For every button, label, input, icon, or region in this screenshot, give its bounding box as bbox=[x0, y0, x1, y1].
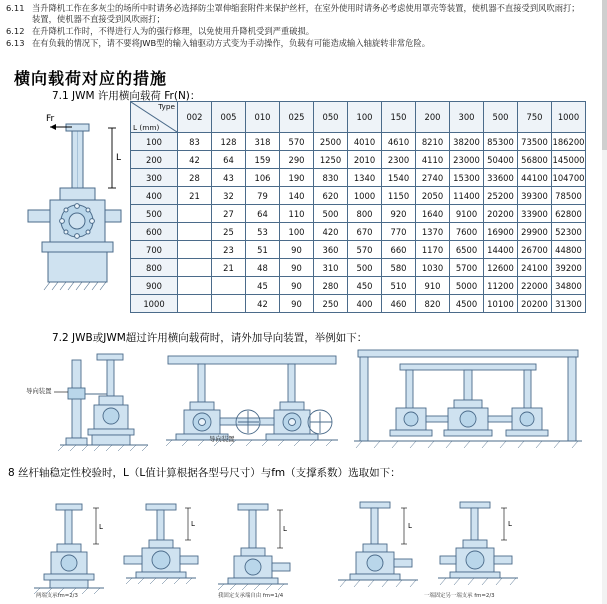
jack-schematic-diagram bbox=[20, 110, 130, 300]
cell: 16900 bbox=[484, 223, 518, 241]
note-number: 6.13 bbox=[6, 38, 25, 48]
stability-figure-4 bbox=[330, 498, 426, 600]
cell: 50400 bbox=[484, 151, 518, 169]
cell: 500 bbox=[348, 259, 382, 277]
bottom-caption-2: 我固定支承端自由 fm=1/4 bbox=[218, 593, 284, 599]
cell: 1540 bbox=[382, 169, 416, 187]
cell: 570 bbox=[348, 241, 382, 259]
cell: 44100 bbox=[518, 169, 552, 187]
col-head-2: 010 bbox=[246, 102, 280, 133]
cell: 31300 bbox=[552, 295, 586, 313]
cell: 140 bbox=[280, 187, 314, 205]
cell: 33900 bbox=[518, 205, 552, 223]
cell: 9100 bbox=[450, 205, 484, 223]
col-head-5: 100 bbox=[348, 102, 382, 133]
cell: 39200 bbox=[552, 259, 586, 277]
table-header-row bbox=[131, 102, 586, 133]
cell: 38200 bbox=[450, 133, 484, 151]
cell: 48 bbox=[246, 259, 280, 277]
cell: 25 bbox=[212, 223, 246, 241]
row-head: 800 bbox=[131, 259, 178, 277]
note-text: 在升降机工作时，不得进行人为的强行修理，以免使用升降机受到严重破损。 bbox=[32, 26, 315, 36]
svg-text:L: L bbox=[191, 520, 195, 528]
cell: 4110 bbox=[416, 151, 450, 169]
cell: 73500 bbox=[518, 133, 552, 151]
svg-text:L: L bbox=[408, 522, 412, 530]
col-head-10: 750 bbox=[518, 102, 552, 133]
cell: 100 bbox=[280, 223, 314, 241]
cell: 64 bbox=[246, 205, 280, 223]
cell: 1170 bbox=[416, 241, 450, 259]
lateral-load-table bbox=[130, 101, 586, 313]
corner-length-label: L (mm) bbox=[133, 123, 160, 132]
cell: 79 bbox=[246, 187, 280, 205]
row-head: 900 bbox=[131, 277, 178, 295]
cell: 90 bbox=[280, 277, 314, 295]
cell: 1340 bbox=[348, 169, 382, 187]
cell: 620 bbox=[314, 187, 348, 205]
cell: 830 bbox=[314, 169, 348, 187]
cell: 800 bbox=[348, 205, 382, 223]
svg-text:L: L bbox=[99, 523, 103, 531]
row-head: 400 bbox=[131, 187, 178, 205]
guide-device-label-2: 导向装置 bbox=[209, 435, 235, 443]
cell: 8210 bbox=[416, 133, 450, 151]
row-head: 100 bbox=[131, 133, 178, 151]
cell: 360 bbox=[314, 241, 348, 259]
cell: 27 bbox=[212, 205, 246, 223]
section-7-2-title: 7.2 JWB或JWM超过许用横向载荷时，请外加导向装置，举例如下： bbox=[52, 332, 368, 344]
svg-text:L: L bbox=[508, 520, 512, 528]
cell: 2010 bbox=[348, 151, 382, 169]
cell: 1640 bbox=[416, 205, 450, 223]
cell bbox=[212, 295, 246, 313]
cell: 90 bbox=[280, 241, 314, 259]
cell: 910 bbox=[416, 277, 450, 295]
cell: 90 bbox=[280, 259, 314, 277]
cell: 770 bbox=[382, 223, 416, 241]
cell: 920 bbox=[382, 205, 416, 223]
cell: 56800 bbox=[518, 151, 552, 169]
fr-label: Fr bbox=[46, 114, 55, 124]
cell: 420 bbox=[314, 223, 348, 241]
cell: 20200 bbox=[484, 205, 518, 223]
cell: 580 bbox=[382, 259, 416, 277]
bottom-caption-3: 一端固定另一端支承 fm=2/3 bbox=[424, 593, 495, 599]
cell bbox=[178, 205, 212, 223]
cell: 310 bbox=[314, 259, 348, 277]
cell: 78500 bbox=[552, 187, 586, 205]
cell: 820 bbox=[416, 295, 450, 313]
cell: 32 bbox=[212, 187, 246, 205]
cell: 39300 bbox=[518, 187, 552, 205]
cell: 2500 bbox=[314, 133, 348, 151]
row-head: 700 bbox=[131, 241, 178, 259]
guide-device-figure-1 bbox=[52, 348, 157, 453]
l-label: L bbox=[116, 153, 122, 163]
cell: 400 bbox=[348, 295, 382, 313]
note-line-612 bbox=[6, 26, 314, 37]
row-head: 1000 bbox=[131, 295, 178, 313]
table-row bbox=[131, 277, 586, 295]
cell: 318 bbox=[246, 133, 280, 151]
note-line-611-cont: 装置，使机器不直接受到风吹雨打； bbox=[32, 14, 165, 24]
cell: 250 bbox=[314, 295, 348, 313]
note-number: 6.11 bbox=[6, 3, 25, 13]
cell: 42 bbox=[178, 151, 212, 169]
cell: 2740 bbox=[416, 169, 450, 187]
col-head-9: 500 bbox=[484, 102, 518, 133]
note-text: 当升降机工作在多灰尘的场所中时请务必选择防尘罩伸缩套附件来保护丝杆，在室外使用时请务必考虑使用罩壳等装置，使机器不直接受到风吹雨打； bbox=[32, 3, 580, 13]
table-row bbox=[131, 223, 586, 241]
row-head: 300 bbox=[131, 169, 178, 187]
cell: 85300 bbox=[484, 133, 518, 151]
cell: 15300 bbox=[450, 169, 484, 187]
lateral-load-table-wrapper bbox=[130, 101, 586, 313]
cell bbox=[178, 277, 212, 295]
cell: 14400 bbox=[484, 241, 518, 259]
cell: 2300 bbox=[382, 151, 416, 169]
cell: 11400 bbox=[450, 187, 484, 205]
stability-figure-3 bbox=[210, 500, 296, 600]
cell: 1150 bbox=[382, 187, 416, 205]
cell: 26700 bbox=[518, 241, 552, 259]
col-head-8: 300 bbox=[450, 102, 484, 133]
cell: 1370 bbox=[416, 223, 450, 241]
corner-type-label: Type bbox=[158, 102, 175, 111]
cell: 28 bbox=[178, 169, 212, 187]
row-head: 200 bbox=[131, 151, 178, 169]
cell: 24100 bbox=[518, 259, 552, 277]
cell: 20200 bbox=[518, 295, 552, 313]
cell: 4500 bbox=[450, 295, 484, 313]
cell: 33600 bbox=[484, 169, 518, 187]
svg-text:L: L bbox=[283, 525, 287, 533]
cell: 7600 bbox=[450, 223, 484, 241]
guide-device-figure-2 bbox=[160, 348, 345, 453]
cell: 290 bbox=[280, 151, 314, 169]
note-number: 6.12 bbox=[6, 26, 25, 36]
cell: 145000 bbox=[552, 151, 586, 169]
cell: 500 bbox=[314, 205, 348, 223]
table-row bbox=[131, 187, 586, 205]
cell: 460 bbox=[382, 295, 416, 313]
cell: 128 bbox=[212, 133, 246, 151]
cell: 83 bbox=[178, 133, 212, 151]
cell: 42 bbox=[246, 295, 280, 313]
section-8-title: 8 丝杆轴稳定性校验时，L（L值计算根据各型号尺寸）与fm（支撑系数）选取如下： bbox=[8, 467, 401, 479]
cell: 110 bbox=[280, 205, 314, 223]
cell: 90 bbox=[280, 295, 314, 313]
row-head: 500 bbox=[131, 205, 178, 223]
table-row bbox=[131, 169, 586, 187]
cell: 670 bbox=[348, 223, 382, 241]
cell: 104700 bbox=[552, 169, 586, 187]
guide-device-figure-3 bbox=[348, 344, 588, 456]
note-line-611 bbox=[6, 3, 580, 14]
page-title: 横向载荷对应的措施 bbox=[14, 69, 168, 88]
cell: 51 bbox=[246, 241, 280, 259]
cell: 34800 bbox=[552, 277, 586, 295]
cell: 23000 bbox=[450, 151, 484, 169]
cell bbox=[178, 295, 212, 313]
cell: 62800 bbox=[552, 205, 586, 223]
vertical-scrollbar[interactable] bbox=[602, 0, 607, 604]
cell: 159 bbox=[246, 151, 280, 169]
scrollbar-thumb[interactable] bbox=[602, 0, 607, 150]
col-head-0: 002 bbox=[178, 102, 212, 133]
table-corner-cell bbox=[131, 102, 178, 133]
cell: 22000 bbox=[518, 277, 552, 295]
cell: 64 bbox=[212, 151, 246, 169]
col-head-3: 025 bbox=[280, 102, 314, 133]
cell: 280 bbox=[314, 277, 348, 295]
cell: 44800 bbox=[552, 241, 586, 259]
stability-figure-1 bbox=[26, 500, 112, 600]
stability-figure-5 bbox=[430, 498, 526, 600]
cell: 660 bbox=[382, 241, 416, 259]
cell bbox=[178, 223, 212, 241]
cell bbox=[212, 277, 246, 295]
stability-figure-2 bbox=[118, 500, 204, 600]
bottom-caption-1: 两端支承fm=2/3 bbox=[36, 593, 78, 599]
cell: 4610 bbox=[382, 133, 416, 151]
cell: 45 bbox=[246, 277, 280, 295]
cell: 5000 bbox=[450, 277, 484, 295]
cell: 43 bbox=[212, 169, 246, 187]
cell: 21 bbox=[212, 259, 246, 277]
table-row bbox=[131, 259, 586, 277]
note-text: 在有负载的情况下，请不要将JWB型的输入轴驱动方式变为手动操作，负载有可能造成输入轴旋转非常危险。 bbox=[32, 38, 431, 48]
guide-device-label-1: 导向装置 bbox=[26, 387, 52, 395]
cell: 29900 bbox=[518, 223, 552, 241]
section-7-1-title: 7.1 JWM 许用横向载荷 Fr(N)： bbox=[52, 90, 201, 102]
col-head-7: 200 bbox=[416, 102, 450, 133]
cell: 190 bbox=[280, 169, 314, 187]
cell: 106 bbox=[246, 169, 280, 187]
cell: 1250 bbox=[314, 151, 348, 169]
cell: 1000 bbox=[348, 187, 382, 205]
cell: 450 bbox=[348, 277, 382, 295]
col-head-4: 050 bbox=[314, 102, 348, 133]
cell: 4010 bbox=[348, 133, 382, 151]
cell: 1030 bbox=[416, 259, 450, 277]
table-row bbox=[131, 295, 586, 313]
cell: 12600 bbox=[484, 259, 518, 277]
cell: 25200 bbox=[484, 187, 518, 205]
cell: 23 bbox=[212, 241, 246, 259]
note-line-613 bbox=[6, 38, 430, 49]
table-row bbox=[131, 241, 586, 259]
cell: 2050 bbox=[416, 187, 450, 205]
col-head-1: 005 bbox=[212, 102, 246, 133]
table-row bbox=[131, 205, 586, 223]
cell: 52300 bbox=[552, 223, 586, 241]
table-row bbox=[131, 151, 586, 169]
cell: 21 bbox=[178, 187, 212, 205]
row-head: 600 bbox=[131, 223, 178, 241]
cell: 11200 bbox=[484, 277, 518, 295]
cell: 186200 bbox=[552, 133, 586, 151]
cell: 10100 bbox=[484, 295, 518, 313]
cell: 570 bbox=[280, 133, 314, 151]
cell: 510 bbox=[382, 277, 416, 295]
cell: 53 bbox=[246, 223, 280, 241]
cell bbox=[178, 241, 212, 259]
table-row bbox=[131, 133, 586, 151]
col-head-6: 150 bbox=[382, 102, 416, 133]
cell: 5700 bbox=[450, 259, 484, 277]
cell bbox=[178, 259, 212, 277]
col-head-11: 1000 bbox=[552, 102, 586, 133]
cell: 6500 bbox=[450, 241, 484, 259]
